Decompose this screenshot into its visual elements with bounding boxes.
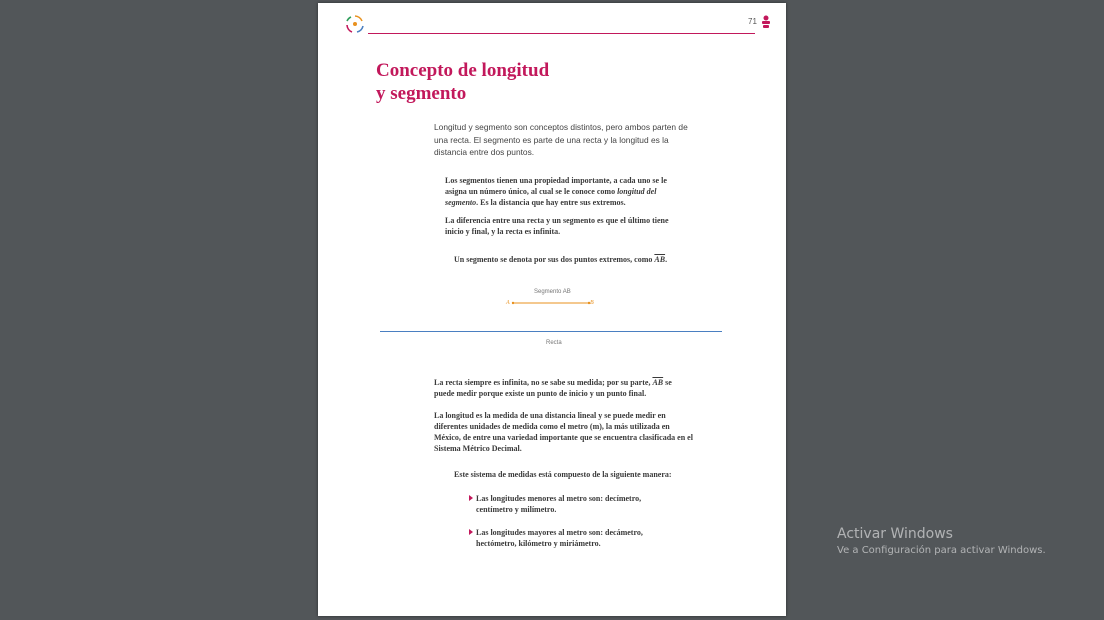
title-line-1: Concepto de longitud [376, 60, 550, 81]
logo-icon [346, 15, 364, 33]
document-page [318, 3, 786, 616]
bullet-item: Las longitudes menores al metro son: decímetro, centímetro y milímetro. [476, 494, 642, 514]
watermark-subtitle: Ve a Configuración para activar Windows. [837, 545, 1046, 556]
paragraph-text: La recta siempre es infinita, no se sabe su medida; por su parte, [434, 378, 653, 387]
paragraph-notation [454, 254, 704, 265]
paragraph-text: Los segmentos tienen una propiedad importante, a cada uno se le asigna un número único, al cual se le conoce como [445, 176, 667, 196]
title-line-2: y segmento [376, 83, 467, 104]
page-number: 71 [748, 17, 757, 26]
segment-ab-line [511, 299, 591, 307]
paragraph-system-intro: Este sistema de medidas está compuesto de la siguiente manera: [454, 470, 672, 479]
segment-label: Segmento AB [534, 289, 571, 295]
paragraph-infinite-line [434, 377, 694, 399]
intro-paragraph: Longitud y segmento son conceptos distintos, pero ambos parten de una recta. El segmento es parte de una recta y la longitud es la distancia entre dos puntos. [434, 122, 688, 157]
emphasis-text: longitud del segmento [445, 187, 657, 207]
paragraph-difference: La diferencia entre una recta y un segmento es que el último tiene inicio y final, y la recta es infinita. [445, 216, 669, 236]
paragraph-segment-property [445, 175, 685, 208]
bullet-item: Las longitudes mayores al metro son: decámetro, hectómetro, kilómetro y miriámetro. [476, 528, 643, 548]
segment-notation: $\overline{AB}$ [652, 378, 664, 387]
paragraph-text: . Es la distancia que hay entre sus extremos. [476, 198, 626, 207]
page-title [376, 59, 636, 105]
segment-notation: $\overline{AB}$ [654, 255, 666, 264]
paragraph-text: se puede medir porque existe un punto de inicio y un punto final. [434, 378, 672, 398]
recta-line [380, 331, 722, 332]
point-a-label: A [506, 300, 510, 306]
corner-ornament-icon [761, 15, 771, 29]
recta-label: Recta [546, 340, 562, 346]
watermark-title: Activar Windows [837, 526, 953, 542]
point-b-label: B [590, 300, 594, 306]
bullet-marker-icon [469, 529, 473, 535]
bullet-marker-icon [469, 495, 473, 501]
windows-activation-watermark [837, 526, 1046, 556]
paragraph-text: . [665, 255, 668, 264]
paragraph-text: Un segmento se denota por sus dos puntos extremos, como [454, 255, 655, 264]
header-rule [368, 33, 755, 34]
paragraph-length-definition: La longitud es la medida de una distancia lineal y se puede medir en diferentes unidades de medida como el metro (m), la más utilizada en México, de entre una variedad importante que se encuentra clasificada en el Sistema Métrico Decimal. [434, 411, 693, 453]
